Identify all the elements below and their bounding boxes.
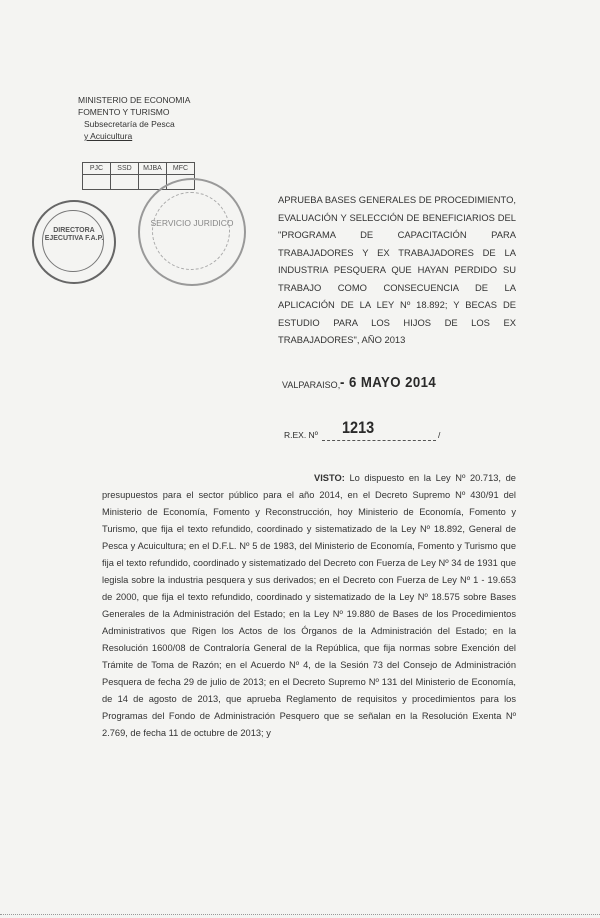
resolution-number: [284, 418, 444, 442]
ministry-line: FOMENTO Y TURISMO: [78, 107, 170, 117]
director-seal-stamp: [32, 200, 116, 284]
ministry-line: y Acuicultura: [84, 131, 133, 141]
ministry-line: Subsecretaría de Pesca: [84, 119, 175, 129]
initials-cell: SSD: [111, 163, 139, 175]
initials-cell: MFC: [167, 163, 195, 175]
initials-cell: MJBA: [139, 163, 167, 175]
resolution-title: APRUEBA BASES GENERALES DE PROCEDIMIENTO, EVALUACIÓN Y SELECCIÓN DE BENEFICIARIOS DEL "PROGRAMA DE CAPACITACIÓN PARA TRABAJADORES Y EX TRABAJADORES DE LA INDUSTRIA PESQUERA QUE HAYAN PERDIDO SU TRABAJO COMO CONSECUENCIA DE LA APLICACIÓN DE LA LEY Nº 18.892; Y BECAS DE ESTUDIO PARA LOS HIJOS DE LOS EX TRABAJADORES", AÑO 2013: [278, 194, 516, 345]
initials-cell: PJC: [83, 163, 111, 175]
ministry-line: MINISTERIO DE ECONOMIA: [78, 95, 191, 105]
legal-service-stamp: [138, 178, 246, 286]
rex-blank-line: [322, 440, 436, 441]
ministry-header: [78, 94, 190, 142]
visto-text: Lo dispuesto en la Ley Nº 20.713, de presupuestos para el sector público para el año 2014, en el Decreto Supremo Nº 430/91 del Ministerio de Economía, Fomento y Reconstrucción, hoy Ministerio de Economía, Fomento y Turismo, que fija el texto refundido, coordinado y sistematizado de la Ley Nº 18.892, General de Pesca y Acuicultura; en el D.F.L. Nº 5 de 1983, del Ministerio de Economía, Fomento y Turismo que fija el texto refundido, coordinado y sistematizado del Decreto con Fuerza de Ley Nº 34 de 1931 que legisla sobre la industria pesquera y sus derivados; en el Decreto con Fuerza de Ley Nº 1 - 19.653 de 2000, que fija el texto refundido, coordinado y sistematizado de la Ley Nº 18.575 sobre Bases Generales de la Administración del Estado; en la Ley Nº 19.880 de Bases de los Procedimientos Administrativos que Rigen los Actos de los Órganos de la Administración del Estado; en la Resolución 1600/08 de Contraloría General de la República, que fija normas sobre Exención del Trámite de Toma de Razón; en el Acuerdo Nº 4, de la Sesión 73 del Consejo de Administración Pesquera de fecha 29 de julio de 2013; en el Decreto Supremo Nº 131 del Ministerio de Economía, de 14 de agosto de 2013, que aprueba Reglamento de requisitos y procedimientos para los Programas del Fondo de Administración Pesquero que se señalan en la Resolución Exenta Nº 2.769, de fecha 11 de octubre de 2013; y: [102, 473, 516, 738]
visto-lead: VISTO:: [314, 473, 345, 483]
seal-text: SERVICIO JURIDICO: [150, 218, 234, 228]
footer-divider: [0, 914, 600, 915]
rex-label: R.EX. Nº: [284, 430, 318, 440]
date-stamp: - 6 MAYO 2014: [340, 374, 437, 391]
visto-paragraph: [102, 470, 516, 742]
place-label: VALPARAISO,: [282, 380, 341, 390]
seal-inner-ring: [152, 192, 230, 270]
rex-slash: /: [438, 430, 441, 440]
rex-number: 1213: [342, 418, 375, 437]
seal-text: DIRECTORA EJECUTIVA F.A.P.: [44, 227, 104, 242]
initials-signature-cell: [83, 175, 111, 190]
initials-signature-cell: [111, 175, 139, 190]
